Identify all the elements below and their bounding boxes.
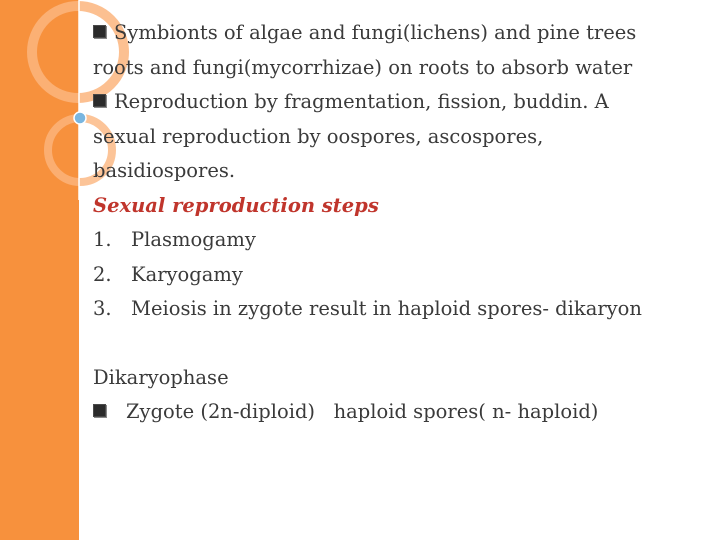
spacer	[93, 327, 713, 361]
dikaryophase-title: Dikaryophase	[93, 365, 229, 389]
square-bullet-icon	[93, 94, 106, 107]
step-number: 2.	[93, 262, 112, 286]
paragraph-2-line-1: Reproduction by fragmentation, fission, buddin. A	[93, 85, 713, 120]
dikaryophase-bullet: Zygote (2n-diploid) haploid spores( n- haploid)	[93, 395, 713, 430]
step-item-3	[93, 292, 713, 327]
slide-content	[93, 16, 713, 430]
step-item-2	[93, 258, 713, 293]
step-text: Plasmogamy	[131, 228, 256, 251]
section-heading: Sexual reproduction steps	[93, 193, 379, 217]
paragraph-1-line-1: Symbionts of algae and fungi(lichens) and pine trees	[93, 16, 713, 51]
blue-dot-icon	[74, 112, 86, 124]
step-item-1	[93, 223, 713, 258]
step-number: 1.	[93, 228, 112, 251]
step-number: 3.	[93, 297, 112, 320]
paragraph-1-line-2: roots and fungi(mycorrhizae) on roots to absorb water	[93, 55, 633, 79]
step-text: Karyogamy	[131, 262, 243, 286]
paragraph-2-line-3: basidiospores.	[93, 159, 236, 182]
square-bullet-icon	[93, 25, 106, 38]
step-text: Meiosis in zygote result in haploid spores- dikaryon	[131, 297, 642, 320]
paragraph-2-line-2: sexual reproduction by oospores, ascospores,	[93, 124, 544, 148]
square-bullet-icon	[93, 404, 106, 417]
